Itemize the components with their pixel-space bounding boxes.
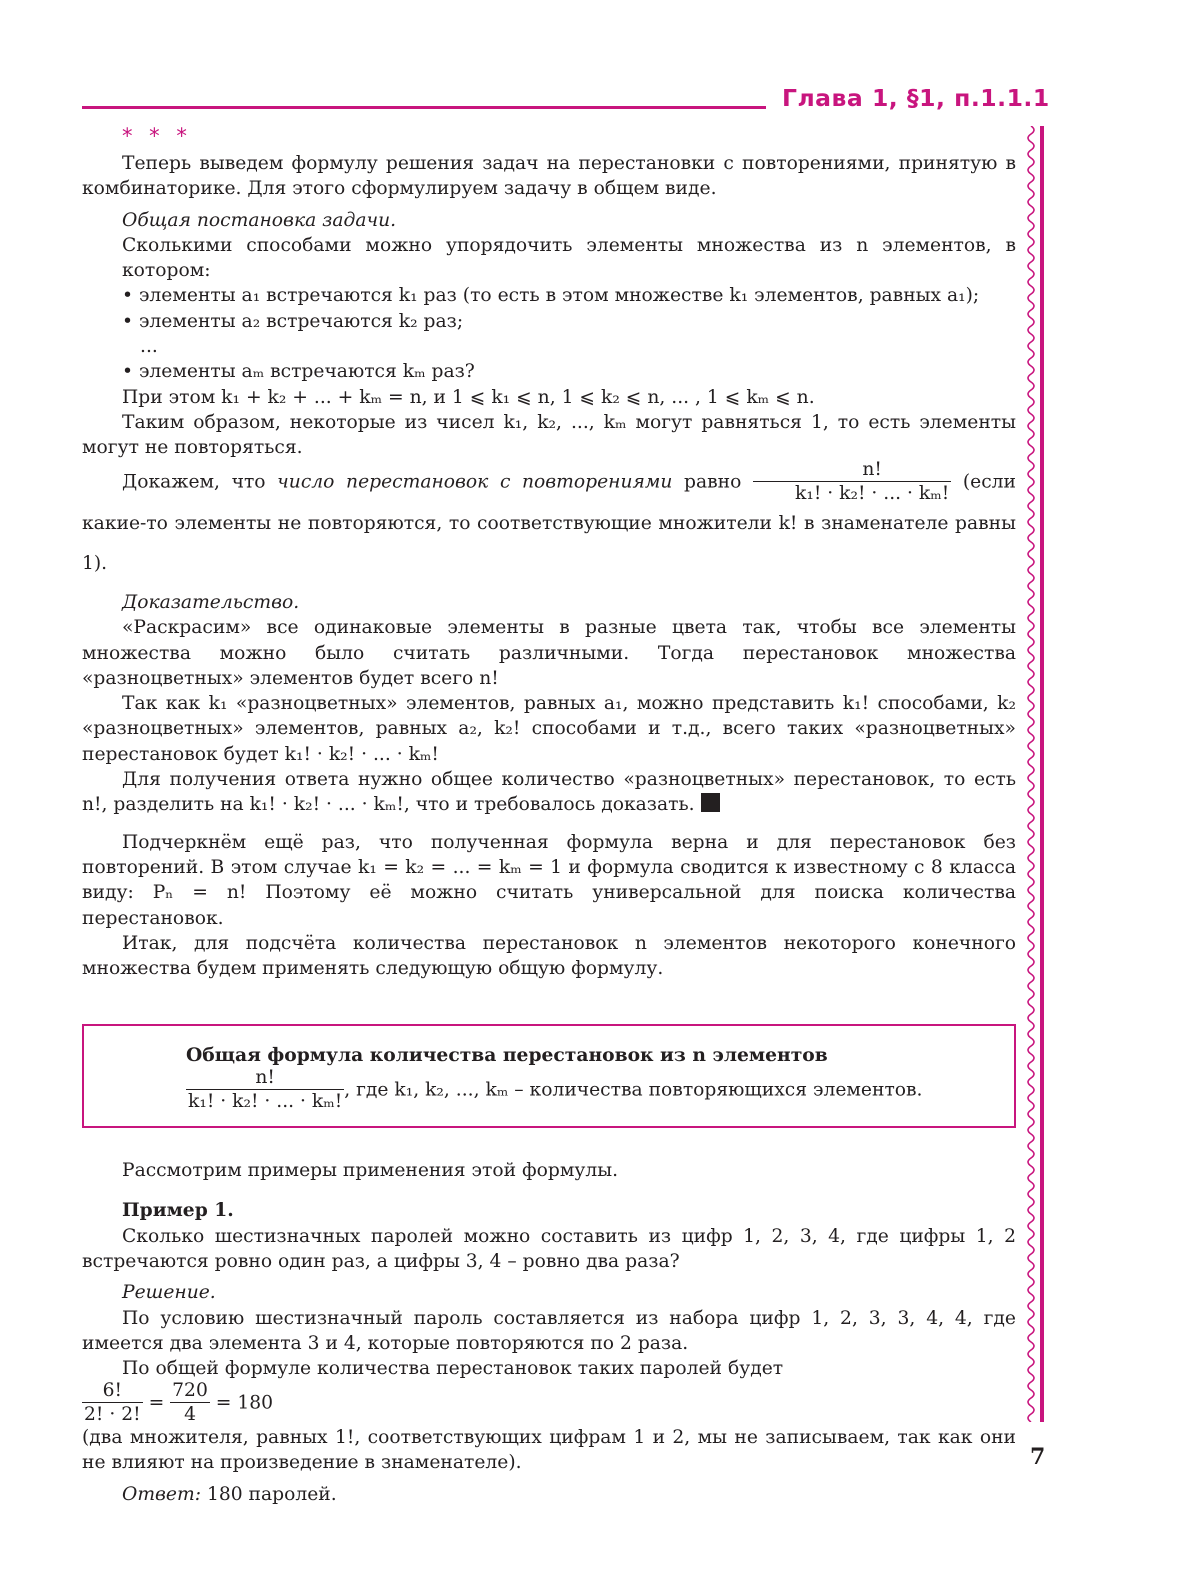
example-heading: Пример 1. xyxy=(122,1199,234,1222)
proof-paragraph: Так как k₁ «разноцветных» элементов, равных a₁, можно представить k₁! способами, k₂ «разноцветных» элементов, равных a₂, k₂! способами и т.д., всего таких «разноцветных» перестановок будет k₁! · k₂! · ... · kₘ! xyxy=(82,693,1016,765)
solution-paragraph: По условию шестизначный пароль составляется из набора цифр 1, 2, 3, 3, 4, 4, где имеется два элемента 3 и 4, которые повторяются по 2 раза. xyxy=(82,1307,1016,1354)
rule-box-formula: $\frac{n!}{\text{k₁! · k₂! · ... · kₘ!}}$ , где k₁, k₂, ..., kₘ – количества повторяющихся элементов. xyxy=(188,1066,923,1113)
problem-question: Сколькими способами можно упорядочить элементы множества из n элементов, в котором: xyxy=(122,234,1016,282)
proof-heading: Доказательство. xyxy=(122,591,300,613)
page-content xyxy=(82,122,1016,1507)
qed-square-icon xyxy=(701,793,720,812)
formula-rule-box xyxy=(82,1024,1016,1128)
note-paragraph: Подчеркнём ещё раз, что полученная формула верна и для перестановок без повторений. В этом случае k₁ = k₂ = ... = kₘ = 1 и формула сводится к известному с 8 класса виду: Pₙ = n! Поэтому её можно считать универсальной для поиска количества перестановок. xyxy=(82,831,1016,929)
example-calculation: $\frac{6!}{2! \cdot 2!}$ = $\frac{720}{4}$ = 180 xyxy=(84,1379,274,1426)
problem-heading: Общая постановка задачи. xyxy=(122,209,397,231)
examples-intro: Рассмотрим примеры применения этой формулы. xyxy=(122,1160,619,1182)
answer-value: 180 паролей. xyxy=(201,1483,337,1505)
solution-paragraph: По общей формуле количества перестановок таких паролей будет xyxy=(122,1358,784,1380)
section-stars: * * * xyxy=(122,124,192,148)
bullet-item: • элементы aₘ встречаются kₘ раз? xyxy=(122,361,475,383)
header-rule xyxy=(82,106,766,109)
may-equal-one-paragraph: Таким образом, некоторые из чисел k₁, k₂, ..., kₘ могут равняться 1, то есть элементы могут не повторяться. xyxy=(82,411,1016,459)
bullet-ellipsis: ... xyxy=(140,336,158,358)
formula-denominator: k₁! · k₂! · ... · kₘ! xyxy=(753,481,951,504)
bullet-item: • элементы a₂ встречаются k₂ раз; xyxy=(122,310,464,332)
solution-heading: Решение. xyxy=(122,1282,216,1304)
permutation-formula xyxy=(753,458,951,505)
proof-paragraph: «Раскрасим» все одинаковые элементы в разные цвета так, чтобы все элементы множества можно было считать различными. Тогда перестановок множества «разноцветных» элементов будет всего n! xyxy=(82,617,1016,689)
chapter-title: Глава 1, §1, п.1.1.1 xyxy=(782,84,1050,112)
rule-formula-fraction: $\frac{n!}{\text{k₁! · k₂! · ... · kₘ!}}$ xyxy=(188,1066,343,1113)
proof-paragraph: Для получения ответа нужно общее количество «разноцветных» перестановок, то есть n!, разделить на k₁! · k₂! · ... · kₘ!, что и требовалось доказать. xyxy=(82,769,1016,816)
formula-numerator: n! xyxy=(862,458,882,480)
answer-line xyxy=(82,1482,1016,1507)
solution-remark: (два множителя, равных 1!, соответствующих цифрам 1 и 2, мы не записываем, так как они не влияют на произведение в знаменателе). xyxy=(82,1426,1016,1474)
bullet-item: • элементы a₁ встречаются k₁ раз (то есть в этом множестве k₁ элементов, равных a₁); xyxy=(122,285,980,307)
conditions-line: При этом k₁ + k₂ + ... + kₘ = n, и 1 ⩽ k₁ ⩽ n, 1 ⩽ k₂ ⩽ n, ... , 1 ⩽ kₘ ⩽ n. xyxy=(122,386,815,408)
margin-rule xyxy=(1040,126,1044,1422)
intro-paragraph: Теперь выведем формулу решения задач на перестановки с повторениями, принятую в комбинаторике. Для этого сформулируем задачу в общем виде. xyxy=(82,153,1016,200)
theorem-paragraph: Докажем, что число перестановок с повторениями равно $\frac{n!}{\text{k₁! · k₂! · ... · kₘ!}}$ (если какие-то элементы не повторяются, то соответствующие множители k! в знаменателе равны 1). xyxy=(82,458,1016,574)
note-paragraph: Итак, для подсчёта количества перестановок n элементов некоторого конечного множества будем применять следующую общую формулу. xyxy=(82,932,1016,980)
theorem-term: число перестановок с повторениями xyxy=(277,471,673,493)
page-number: 7 xyxy=(1030,1444,1046,1470)
example-question: Сколько шестизначных паролей можно составить из цифр 1, 2, 3, 4, где цифры 1, 2 встречаются ровно один раз, а цифры 3, 4 – ровно два раза? xyxy=(82,1225,1016,1273)
margin-wave-ornament xyxy=(1024,126,1038,1422)
rule-box-title: Общая формула количества перестановок из n элементов xyxy=(186,1044,828,1067)
answer-label: Ответ: xyxy=(122,1483,201,1505)
